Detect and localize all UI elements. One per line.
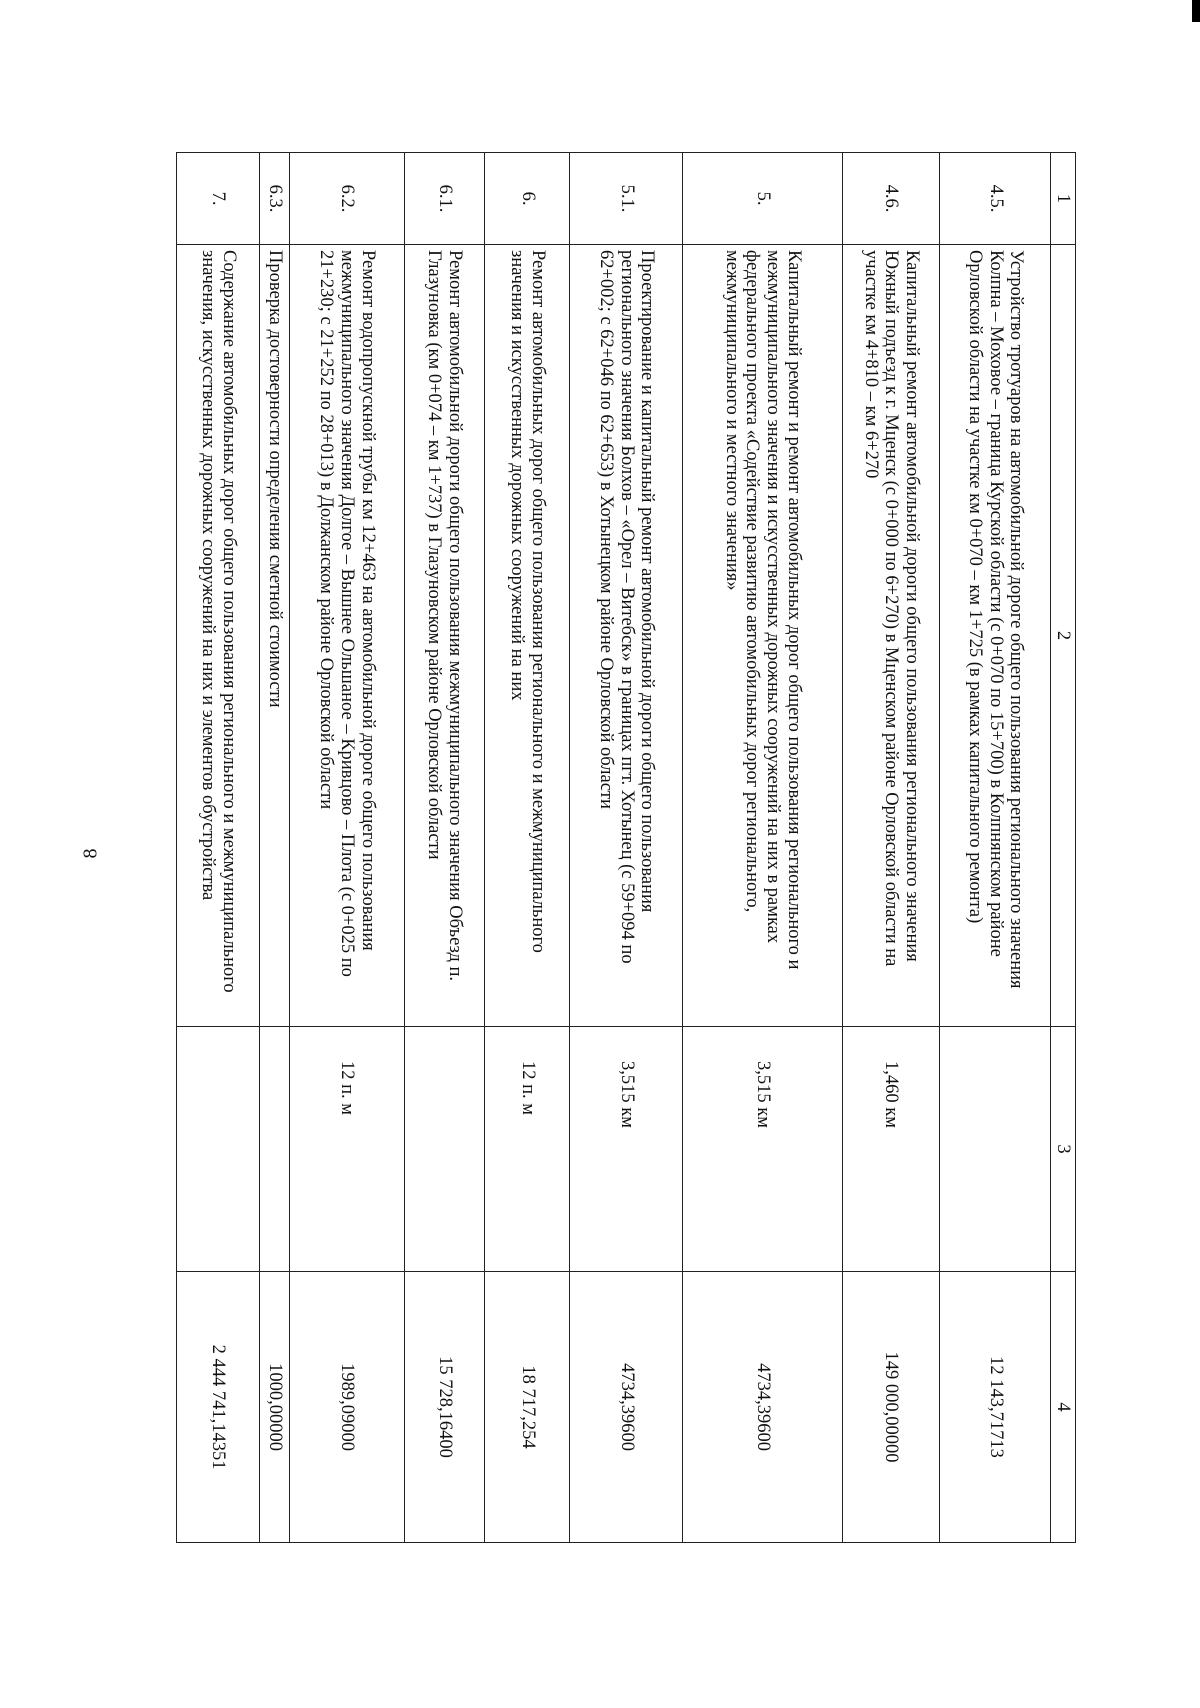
row-number: 6.2. [289,153,404,245]
header-row [1051,153,1076,1543]
header-col-2: 2 [1051,245,1076,1027]
row-amount: 149 000,00000 [842,1272,940,1543]
table-row [259,153,289,1543]
row-volume: 3,515 км [570,1027,683,1272]
row-amount: 1989,09000 [289,1272,404,1543]
row-number: 7. [177,153,260,245]
row-volume [177,1027,260,1272]
table-row [177,153,260,1543]
table-row [289,153,404,1543]
header-col-4: 4 [1051,1272,1076,1543]
table-row [485,153,570,1543]
row-amount: 1000,00000 [259,1272,289,1543]
header-col-3: 3 [1051,1027,1076,1272]
scan-edge-mark [1192,0,1200,22]
row-volume: 1,460 км [842,1027,940,1272]
table-row [940,153,1051,1543]
row-number: 5.1. [570,153,683,245]
row-number: 6. [485,153,570,245]
row-amount: 18 717,254 [485,1272,570,1543]
row-amount: 12 143,71713 [940,1272,1051,1543]
row-amount: 15 728,16400 [404,1272,485,1543]
row-description: Ремонт автомобильной дороги общего пользования межмуниципального значения Объезд п. Глазуновка (км 0+074 – км 1+737) в Глазуновском районе Орловской области [404,245,485,1027]
row-number: 5. [683,153,842,245]
table-row [842,153,940,1543]
table-row [570,153,683,1543]
row-description: Ремонт автомобильных дорог общего пользования регионального и межмуниципального значения и искусственных дорожных сооружений на них [485,245,570,1027]
row-volume: 12 п. м [485,1027,570,1272]
row-description: Капитальный ремонт автомобильной дороги общего пользования регионального значения Южный подъезд к г. Мценск (с 0+000 по 6+270) в Мценском районе Орловской области на участке км 4+810 – км 6+270 [842,245,940,1027]
row-description: Устройство тротуаров на автомобильной дороге общего пользования регионального значения Колпна – Моховое – граница Курской области (с 0+070 по 15+700) в Колпнянском районе Орловской области на участке км 0+070 – км 1+725 (в рамках капитального ремонта) [940,245,1051,1027]
row-volume: 3,515 км [683,1027,842,1272]
header-col-1: 1 [1051,153,1076,245]
row-volume: 12 п. м [289,1027,404,1272]
row-amount: 2 444 741,14351 [177,1272,260,1543]
row-volume [404,1027,485,1272]
table-row [683,153,842,1543]
row-number: 4.6. [842,153,940,245]
row-number: 4.5. [940,153,1051,245]
table-row [404,153,485,1543]
row-description: Капитальный ремонт и ремонт автомобильных дорог общего пользования регионального и межмуниципального значения и искусственных дорожных сооружений на них в рамках федерального проекта «Содействие развитию автомобильных дорог регионального, межмуниципального и местного значения» [683,245,842,1027]
row-description: Содержание автомобильных дорог общего пользования регионального и межмуниципального значения, искусственных дорожных сооружений на них и элементов обустройства [177,245,260,1027]
row-volume [259,1027,289,1272]
row-volume [940,1027,1051,1272]
row-description: Ремонт водопропускной трубы км 12+463 на автомобильной дороге общего пользования межмуниципального значения Долгое – Вышнее Ольшаное – Кривцово – Плота (с 0+025 по 21+230; с 21+252 по 28+013) в Должанском районе Орловской области [289,245,404,1027]
row-description: Проектирование и капитальный ремонт автомобильной дороги общего пользования регионального значения Болхов – «Орел – Витебск» в границах пгт. Хотынец (с 59+094 по 62+002; с 62+046 по 62+653) в Хотынецком районе Орловской области [570,245,683,1027]
road-works-table [176,152,1076,1543]
rotated-table-container [176,152,1076,1542]
row-amount: 4734,39600 [683,1272,842,1543]
row-number: 6.3. [259,153,289,245]
page-number: 8 [79,848,102,859]
row-amount: 4734,39600 [570,1272,683,1543]
row-number: 6.1. [404,153,485,245]
row-description: Проверка достоверности определения сметной стоимости [259,245,289,1027]
